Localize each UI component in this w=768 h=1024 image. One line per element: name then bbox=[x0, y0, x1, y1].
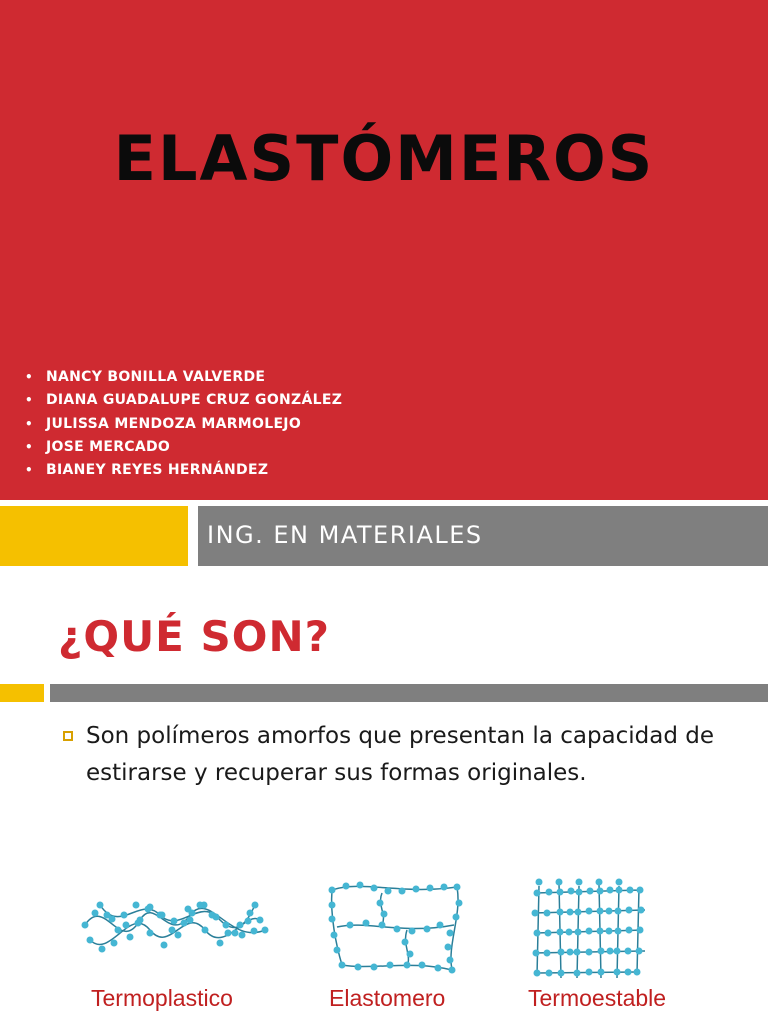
author-item bbox=[22, 459, 342, 482]
author-item bbox=[22, 436, 342, 459]
yellow-accent-bar bbox=[0, 506, 188, 566]
dense-crosslinked-network-icon bbox=[527, 878, 652, 983]
author-name: JULISSA MENDOZA MARMOLEJO bbox=[46, 415, 302, 432]
author-list bbox=[22, 366, 342, 482]
gray-divider-bar bbox=[50, 684, 768, 702]
author-name: DIANA GUADALUPE CRUZ GONZÁLEZ bbox=[46, 392, 343, 409]
bullet-dot-icon: • bbox=[25, 416, 33, 431]
loosely-crosslinked-network-icon bbox=[322, 875, 472, 980]
termoplastico-caption: Termoplastico bbox=[91, 985, 233, 1011]
bullet-dot-icon: • bbox=[25, 463, 33, 478]
bullet-dot-icon: • bbox=[25, 439, 33, 454]
hollow-square-bullet-icon bbox=[63, 731, 73, 741]
author-name: BIANEY REYES HERNÁNDEZ bbox=[46, 462, 269, 479]
author-item bbox=[22, 413, 342, 436]
title-slide bbox=[0, 0, 768, 500]
subtitle-text: ING. EN MATERIALES bbox=[207, 521, 483, 549]
bullet-dot-icon: • bbox=[25, 370, 33, 384]
tangled-chains-icon bbox=[80, 875, 270, 975]
author-item bbox=[22, 366, 342, 389]
author-name: NANCY BONILLA VALVERDE bbox=[46, 369, 266, 385]
termoestable-caption: Termoestable bbox=[528, 985, 667, 1011]
author-item bbox=[22, 389, 342, 412]
definition-paragraph: Son polímeros amorfos que presentan la capacidad de estirarse y recuperar sus formas originales. bbox=[86, 723, 715, 786]
yellow-accent-bar-small bbox=[0, 684, 44, 702]
slide-title: ELASTÓMEROS bbox=[113, 122, 655, 195]
bullet-dot-icon: • bbox=[25, 393, 33, 408]
elastomero-caption: Elastomero bbox=[329, 985, 446, 1011]
author-name: JOSE MERCADO bbox=[46, 438, 171, 455]
section-title: ¿QUÉ SON? bbox=[58, 612, 330, 661]
